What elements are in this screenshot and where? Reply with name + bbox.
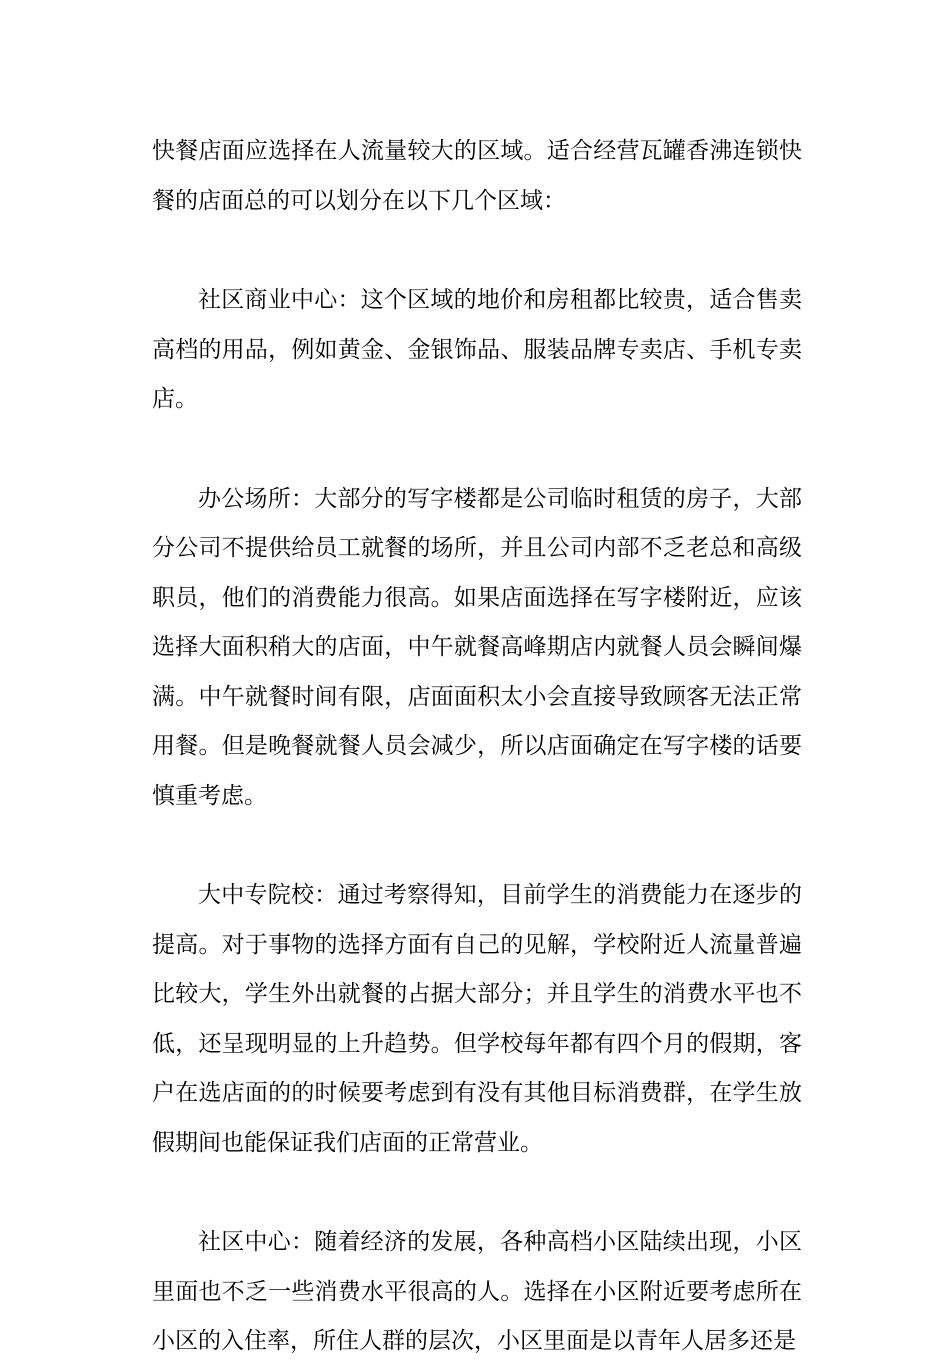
paragraph-intro: 快餐店面应选择在人流量较大的区域。适合经营瓦罐香沸连锁快餐的店面总的可以划分在以下几个区域： — [152, 138, 802, 214]
paragraph-community-center: 社区中心：随着经济的发展，各种高档小区陆续出现，小区里面也不乏一些消费水平很高的人。选择在小区附近要考虑所在小区的入住率，所住人群的层次，小区里面是以青年人居多还是 — [152, 1229, 802, 1354]
document-body — [152, 127, 802, 1367]
paragraph-colleges: 大中专院校：通过考察得知，目前学生的消费能力在逐步的提高。对于事物的选择方面有自己的见解，学校附近人流量普遍比较大，学生外出就餐的占据大部分；并且学生的消费水平也不低，还呈现明显的上升趋势。但学校每年都有四个月的假期，客户在选店面的的时候要考虑到有没有其他目标消费群，在学生放假期间也能保证我们店面的正常营业。 — [152, 882, 802, 1156]
paragraph-office-buildings: 办公场所：大部分的写字楼都是公司临时租赁的房子，大部分公司不提供给员工就餐的场所，并且公司内部不乏老总和高级职员，他们的消费能力很高。如果店面选择在写字楼附近，应该选择大面积稍大的店面，中午就餐高峰期店内就餐人员会瞬间爆满。中午就餐时间有限，店面面积太小会直接导致顾客无法正常用餐。但是晚餐就餐人员会减少，所以店面确定在写字楼的话要慎重考虑。 — [152, 485, 802, 809]
paragraph-community-commercial-center: 社区商业中心：这个区域的地价和房租都比较贵，适合售卖高档的用品，例如黄金、金银饰品、服装品牌专卖店、手机专卖店。 — [152, 287, 802, 412]
